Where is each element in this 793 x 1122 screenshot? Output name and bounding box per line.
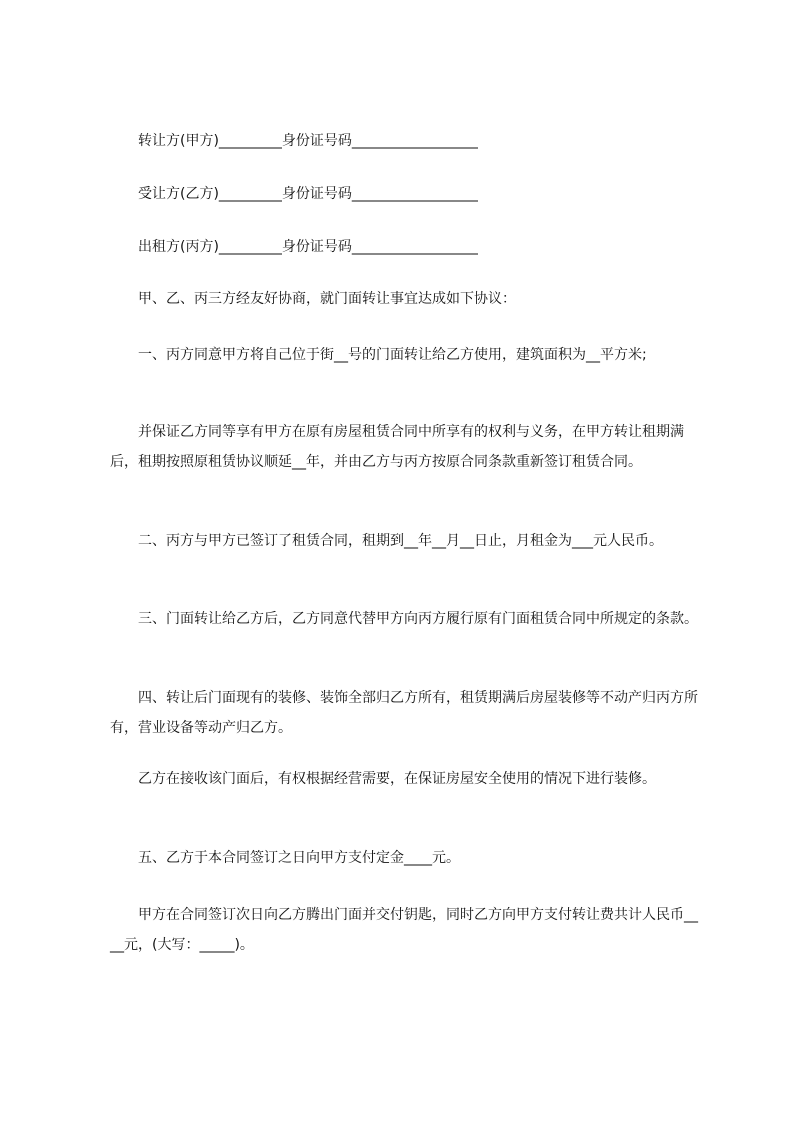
clause-one: 一、丙方同意甲方将自己位于街__号的门面转让给乙方使用，建筑面积为__平方米; bbox=[138, 347, 647, 363]
intro-paragraph: 甲、乙、丙三方经友好协商，就门面转让事宜达成如下协议： bbox=[138, 291, 516, 307]
clause-five: 五、乙方于本合同签订之日向甲方支付定金____元。 bbox=[138, 850, 460, 866]
clause-two: 二、丙方与甲方已签订了租赁合同，租期到__年__月__日止，月租金为___元人民币。 bbox=[138, 533, 663, 549]
clause-four-supplement: 乙方在接收该门面后，有权根据经营需要，在保证房屋安全使用的情况下进行装修。 bbox=[138, 771, 656, 787]
clause-four: 四、转让后门面现有的装修、装饰全部归乙方所有，租赁期满后房屋装修等不动产归丙方所有，营业设备等动产归乙方。 bbox=[110, 690, 698, 736]
party-b-line: 受让方(乙方)_________身份证号码__________________ bbox=[138, 186, 478, 202]
party-c-line: 出租方(丙方)_________身份证号码__________________ bbox=[138, 239, 478, 255]
clause-three: 三、门面转让给乙方后，乙方同意代替甲方向丙方履行原有门面租赁合同中所规定的条款。 bbox=[138, 611, 698, 627]
party-a-line: 转让方(甲方)_________身份证号码__________________ bbox=[138, 133, 478, 149]
clause-one-continuation: 并保证乙方同等享有甲方在原有房屋租赁合同中所享有的权利与义务，在甲方转让租期满后，租期按照原租赁协议顺延__年，并由乙方与丙方按原合同条款重新签订租赁合同。 bbox=[110, 424, 684, 470]
clause-five-supplement: 甲方在合同签订次日向乙方腾出门面并交付钥匙，同时乙方向甲方支付转让费共计人民币____元，(大写：_____)。 bbox=[110, 907, 698, 953]
